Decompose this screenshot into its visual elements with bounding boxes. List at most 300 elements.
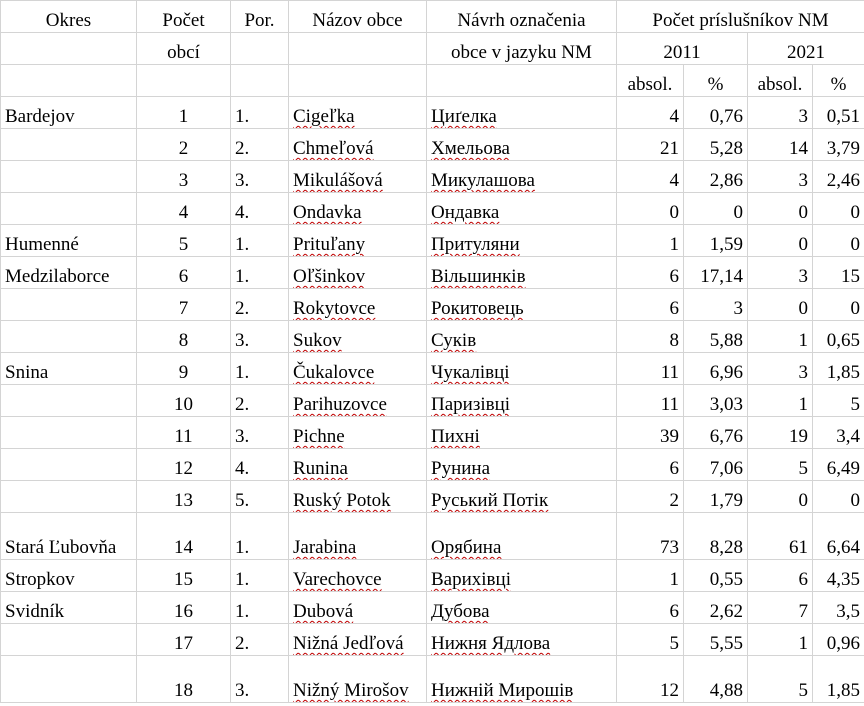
cell-pct-2021-text: 1,85 xyxy=(826,362,861,383)
cell-navrh-text: Притуляни xyxy=(431,234,520,255)
cell-absol-2021 xyxy=(748,385,813,417)
cell-pct-2011 xyxy=(684,97,748,129)
cell-okres xyxy=(1,417,137,449)
cell-pct-2021-text: 6,49 xyxy=(826,458,861,479)
cell-nazov xyxy=(289,161,427,193)
cell-nazov xyxy=(289,97,427,129)
cell-pocet-text: 18 xyxy=(174,680,193,701)
cell-navrh-text: Дубова xyxy=(431,601,490,622)
cell-navrh-text: Ондавка xyxy=(431,202,500,223)
cell-absol-2021-text: 1 xyxy=(798,633,808,654)
cell-por xyxy=(231,289,289,321)
cell-absol-2021 xyxy=(748,417,813,449)
header-por: Por. xyxy=(231,1,289,33)
cell-pct-2011-text: 3 xyxy=(733,298,743,319)
header-row-3 xyxy=(1,65,864,97)
cell-pct-2021 xyxy=(813,624,864,656)
cell-por xyxy=(231,449,289,481)
cell-nazov xyxy=(289,257,427,289)
cell-pct-2021-text: 3,4 xyxy=(836,426,861,447)
cell-por-text: 4. xyxy=(235,202,250,223)
header-cell xyxy=(231,65,289,97)
cell-absol-2011-text: 73 xyxy=(660,537,679,558)
table-row xyxy=(1,592,864,624)
cell-pct-2021-text: 6,64 xyxy=(826,537,861,558)
cell-navrh xyxy=(427,385,617,417)
cell-navrh xyxy=(427,481,617,513)
cell-nazov-text: Sukov xyxy=(293,330,342,351)
header-absol-2021: absol. xyxy=(748,65,813,97)
cell-pct-2011-text: 6,96 xyxy=(709,362,743,383)
cell-pct-2021 xyxy=(813,289,864,321)
cell-absol-2011-text: 8 xyxy=(669,330,679,351)
cell-por-text: 1. xyxy=(235,601,250,622)
cell-okres xyxy=(1,353,137,385)
cell-navrh-text: Микулашова xyxy=(431,170,535,191)
cell-pct-2021 xyxy=(813,560,864,592)
cell-absol-2011 xyxy=(617,97,684,129)
header-2021: 2021 xyxy=(748,33,864,65)
cell-pocet xyxy=(137,513,231,560)
cell-nazov-text: Cigeľka xyxy=(293,106,355,127)
cell-pct-2011 xyxy=(684,417,748,449)
cell-pocet-text: 14 xyxy=(174,537,193,558)
cell-nazov-text: Ondavka xyxy=(293,202,362,223)
cell-por xyxy=(231,257,289,289)
cell-absol-2021-text: 5 xyxy=(798,680,808,701)
cell-absol-2011 xyxy=(617,624,684,656)
cell-absol-2011 xyxy=(617,417,684,449)
cell-navrh xyxy=(427,353,617,385)
cell-navrh xyxy=(427,656,617,703)
cell-por-text: 2. xyxy=(235,633,250,654)
cell-pct-2021-text: 0,51 xyxy=(826,106,861,127)
cell-pocet-text: 10 xyxy=(174,394,193,415)
cell-navrh-text: Рокитовець xyxy=(431,298,524,319)
cell-navrh xyxy=(427,289,617,321)
header-row-2 xyxy=(1,33,864,65)
cell-navrh xyxy=(427,417,617,449)
cell-pct-2011 xyxy=(684,481,748,513)
cell-absol-2011-text: 4 xyxy=(669,170,679,191)
cell-navrh xyxy=(427,513,617,560)
cell-absol-2011-text: 1 xyxy=(669,234,679,255)
cell-absol-2021 xyxy=(748,513,813,560)
cell-pct-2011 xyxy=(684,656,748,703)
cell-navrh-text: Чукалівці xyxy=(431,362,510,383)
cell-navrh xyxy=(427,624,617,656)
cell-pct-2021 xyxy=(813,129,864,161)
cell-absol-2011-text: 12 xyxy=(660,680,679,701)
cell-navrh-text: Нижня Ядлова xyxy=(431,633,551,654)
cell-nazov-text: Ruský Potok xyxy=(293,490,391,511)
cell-nazov xyxy=(289,225,427,257)
cell-pct-2011 xyxy=(684,449,748,481)
cell-okres xyxy=(1,656,137,703)
cell-por xyxy=(231,97,289,129)
cell-absol-2011-text: 2 xyxy=(669,490,679,511)
cell-absol-2011-text: 0 xyxy=(669,202,679,223)
header-pct-2021: % xyxy=(813,65,864,97)
cell-navrh-text: Нижній Мирошів xyxy=(431,680,574,701)
cell-absol-2011-text: 11 xyxy=(660,394,679,415)
header-pocet: Počet xyxy=(137,1,231,33)
cell-pct-2021-text: 0 xyxy=(850,490,861,511)
cell-por xyxy=(231,481,289,513)
header-cell xyxy=(231,33,289,65)
cell-okres xyxy=(1,129,137,161)
cell-absol-2021-text: 3 xyxy=(798,106,808,127)
cell-pct-2011-text: 8,28 xyxy=(709,537,743,558)
cell-navrh-text: Паризівці xyxy=(431,394,511,415)
cell-pct-2011-text: 0,76 xyxy=(709,106,743,127)
cell-pct-2011-text: 5,88 xyxy=(709,330,743,351)
cell-absol-2021-text: 14 xyxy=(789,138,808,159)
cell-por xyxy=(231,321,289,353)
header-2011: 2011 xyxy=(617,33,748,65)
cell-absol-2011 xyxy=(617,321,684,353)
cell-por-text: 1. xyxy=(235,537,250,558)
cell-okres xyxy=(1,257,137,289)
cell-por-text: 1. xyxy=(235,569,250,590)
cell-absol-2011 xyxy=(617,592,684,624)
cell-absol-2021-text: 6 xyxy=(798,569,808,590)
cell-por xyxy=(231,592,289,624)
cell-nazov-text: Jarabina xyxy=(293,537,357,558)
table-row xyxy=(1,656,864,703)
cell-por-text: 3. xyxy=(235,426,250,447)
cell-absol-2011 xyxy=(617,385,684,417)
cell-pct-2011-text: 3,03 xyxy=(709,394,743,415)
cell-pct-2011 xyxy=(684,592,748,624)
cell-pct-2011 xyxy=(684,129,748,161)
cell-pocet xyxy=(137,656,231,703)
cell-okres-text: Snina xyxy=(5,362,49,383)
cell-absol-2021 xyxy=(748,97,813,129)
cell-okres xyxy=(1,560,137,592)
cell-navrh xyxy=(427,560,617,592)
cell-nazov xyxy=(289,513,427,560)
cell-okres-text: Svidník xyxy=(5,601,65,622)
cell-absol-2021 xyxy=(748,353,813,385)
header-cell xyxy=(1,33,137,65)
cell-pct-2011 xyxy=(684,385,748,417)
cell-nazov-text: Pichne xyxy=(293,426,345,447)
cell-nazov xyxy=(289,481,427,513)
cell-absol-2021 xyxy=(748,592,813,624)
header-okres: Okres xyxy=(1,1,137,33)
cell-pocet xyxy=(137,449,231,481)
cell-navrh-text: Варихівці xyxy=(431,569,511,590)
cell-pct-2011 xyxy=(684,353,748,385)
cell-absol-2011-text: 39 xyxy=(660,426,679,447)
cell-por-text: 1. xyxy=(235,234,250,255)
cell-pct-2011 xyxy=(684,289,748,321)
cell-pocet xyxy=(137,417,231,449)
cell-absol-2011-text: 6 xyxy=(669,266,679,287)
cell-pct-2021-text: 0 xyxy=(850,234,861,255)
cell-pocet-text: 2 xyxy=(178,138,189,159)
cell-nazov xyxy=(289,193,427,225)
cell-okres xyxy=(1,321,137,353)
cell-absol-2021-text: 0 xyxy=(798,490,808,511)
cell-pocet xyxy=(137,225,231,257)
cell-pocet xyxy=(137,481,231,513)
cell-pocet-text: 16 xyxy=(174,601,193,622)
cell-okres xyxy=(1,449,137,481)
cell-nazov-text: Prituľany xyxy=(293,234,366,255)
cell-okres-text: Humenné xyxy=(5,234,79,255)
cell-pct-2021-text: 15 xyxy=(841,266,861,287)
cell-absol-2011 xyxy=(617,225,684,257)
cell-pct-2021 xyxy=(813,385,864,417)
cell-navrh xyxy=(427,321,617,353)
cell-por xyxy=(231,385,289,417)
cell-pocet-text: 12 xyxy=(174,458,193,479)
header-row-1 xyxy=(1,1,864,33)
table-row xyxy=(1,161,864,193)
cell-por-text: 2. xyxy=(235,298,250,319)
cell-pct-2021 xyxy=(813,656,864,703)
cell-absol-2011-text: 1 xyxy=(669,569,679,590)
cell-absol-2021-text: 3 xyxy=(798,266,808,287)
cell-pct-2011 xyxy=(684,161,748,193)
cell-absol-2011 xyxy=(617,129,684,161)
cell-okres xyxy=(1,592,137,624)
cell-pocet-text: 6 xyxy=(178,266,189,287)
cell-pocet xyxy=(137,161,231,193)
cell-pct-2011 xyxy=(684,560,748,592)
cell-por xyxy=(231,225,289,257)
cell-nazov-text: Parihuzovce xyxy=(293,394,387,415)
cell-nazov-text: Chmeľová xyxy=(293,138,374,159)
cell-pct-2011-text: 2,86 xyxy=(709,170,743,191)
cell-pocet-text: 3 xyxy=(178,170,189,191)
cell-pct-2021 xyxy=(813,161,864,193)
cell-pct-2021 xyxy=(813,592,864,624)
cell-absol-2011 xyxy=(617,193,684,225)
header-cell xyxy=(289,33,427,65)
cell-nazov-text: Čukalovce xyxy=(293,362,375,383)
cell-pocet-text: 13 xyxy=(174,490,193,511)
cell-navrh xyxy=(427,449,617,481)
cell-pct-2011 xyxy=(684,193,748,225)
cell-absol-2011-text: 6 xyxy=(669,298,679,319)
cell-absol-2021 xyxy=(748,193,813,225)
cell-pct-2021 xyxy=(813,481,864,513)
cell-okres xyxy=(1,289,137,321)
cell-pocet xyxy=(137,353,231,385)
cell-absol-2011-text: 6 xyxy=(669,458,679,479)
cell-pct-2021 xyxy=(813,321,864,353)
cell-pct-2021 xyxy=(813,449,864,481)
cell-absol-2021 xyxy=(748,289,813,321)
cell-absol-2021 xyxy=(748,449,813,481)
cell-absol-2011 xyxy=(617,513,684,560)
cell-pct-2021-text: 0,96 xyxy=(826,633,861,654)
cell-absol-2011 xyxy=(617,161,684,193)
cell-pct-2011-text: 17,14 xyxy=(700,266,743,287)
cell-navrh-text: Пихні xyxy=(431,426,480,447)
table-row xyxy=(1,225,864,257)
cell-absol-2021-text: 61 xyxy=(789,537,808,558)
cell-pct-2021 xyxy=(813,513,864,560)
cell-navrh-text: Орябина xyxy=(431,537,502,558)
table-row xyxy=(1,513,864,560)
cell-pocet-text: 9 xyxy=(178,362,189,383)
cell-navrh-text: Вільшинків xyxy=(431,266,526,287)
cell-absol-2011-text: 6 xyxy=(669,601,679,622)
cell-okres-text: Stará Ľubovňa xyxy=(5,537,117,558)
cell-nazov xyxy=(289,417,427,449)
cell-absol-2021-text: 1 xyxy=(798,394,808,415)
cell-okres xyxy=(1,624,137,656)
table-row xyxy=(1,129,864,161)
cell-por xyxy=(231,560,289,592)
cell-nazov-text: Oľšinkov xyxy=(293,266,366,287)
cell-pct-2011-text: 5,55 xyxy=(709,633,743,654)
cell-absol-2021 xyxy=(748,257,813,289)
cell-absol-2011 xyxy=(617,257,684,289)
cell-nazov xyxy=(289,353,427,385)
cell-pct-2021-text: 1,85 xyxy=(826,680,861,701)
cell-nazov-text: Runina xyxy=(293,458,348,479)
cell-navrh xyxy=(427,257,617,289)
cell-absol-2011 xyxy=(617,353,684,385)
cell-navrh xyxy=(427,161,617,193)
cell-absol-2011 xyxy=(617,289,684,321)
cell-pocet xyxy=(137,289,231,321)
cell-absol-2011-text: 11 xyxy=(660,362,679,383)
cell-nazov xyxy=(289,289,427,321)
cell-absol-2021-text: 7 xyxy=(798,601,808,622)
cell-por xyxy=(231,193,289,225)
cell-absol-2021-text: 19 xyxy=(789,426,808,447)
cell-pct-2021-text: 0,65 xyxy=(826,330,861,351)
cell-absol-2021-text: 0 xyxy=(798,202,808,223)
cell-por-text: 5. xyxy=(235,490,250,511)
cell-okres xyxy=(1,225,137,257)
cell-por-text: 3. xyxy=(235,330,250,351)
table-row xyxy=(1,193,864,225)
cell-pct-2021-text: 5 xyxy=(850,394,861,415)
cell-pct-2021 xyxy=(813,193,864,225)
cell-por xyxy=(231,624,289,656)
cell-pct-2021 xyxy=(813,97,864,129)
header-cell xyxy=(137,65,231,97)
cell-nazov xyxy=(289,385,427,417)
cell-pct-2021-text: 0 xyxy=(850,202,861,223)
cell-pocet-text: 7 xyxy=(178,298,189,319)
cell-navrh-text: Руський Потік xyxy=(431,490,549,511)
cell-pct-2011-text: 4,88 xyxy=(709,680,743,701)
cell-nazov xyxy=(289,592,427,624)
cell-nazov-text: Dubová xyxy=(293,601,354,622)
cell-okres xyxy=(1,193,137,225)
cell-nazov-text: Varechovce xyxy=(293,569,382,590)
cell-absol-2021 xyxy=(748,321,813,353)
cell-nazov-text: Mikulášová xyxy=(293,170,383,191)
cell-pct-2021-text: 4,35 xyxy=(826,569,861,590)
cell-navrh-text: Рунина xyxy=(431,458,491,479)
cell-okres xyxy=(1,97,137,129)
cell-okres xyxy=(1,385,137,417)
cell-pocet xyxy=(137,257,231,289)
cell-pct-2021-text: 2,46 xyxy=(826,170,861,191)
cell-pct-2011-text: 0 xyxy=(733,202,743,223)
table-row xyxy=(1,289,864,321)
cell-pct-2011-text: 2,62 xyxy=(709,601,743,622)
cell-por xyxy=(231,513,289,560)
cell-por-text: 1. xyxy=(235,362,250,383)
cell-pocet-text: 4 xyxy=(178,202,189,223)
cell-absol-2021-text: 3 xyxy=(798,170,808,191)
cell-nazov xyxy=(289,129,427,161)
cell-nazov xyxy=(289,449,427,481)
cell-pocet xyxy=(137,592,231,624)
cell-pct-2021 xyxy=(813,417,864,449)
table-row xyxy=(1,321,864,353)
cell-absol-2021-text: 1 xyxy=(798,330,808,351)
cell-nazov xyxy=(289,624,427,656)
cell-pct-2021-text: 3,79 xyxy=(826,138,861,159)
table-row xyxy=(1,97,864,129)
cell-absol-2011-text: 4 xyxy=(669,106,679,127)
cell-pct-2011 xyxy=(684,225,748,257)
cell-nazov-text: Nižný Mirošov xyxy=(293,680,409,701)
header-jazyk: obce v jazyku NM xyxy=(427,33,617,65)
header-cell xyxy=(1,65,137,97)
cell-absol-2011 xyxy=(617,481,684,513)
cell-navrh xyxy=(427,592,617,624)
cell-pct-2011-text: 1,79 xyxy=(709,490,743,511)
header-cell xyxy=(427,65,617,97)
header-navrh: Návrh označenia xyxy=(427,1,617,33)
cell-pct-2021 xyxy=(813,353,864,385)
cell-absol-2021 xyxy=(748,656,813,703)
header-absol-2011: absol. xyxy=(617,65,684,97)
cell-por xyxy=(231,353,289,385)
cell-pocet xyxy=(137,560,231,592)
header-nazov: Názov obce xyxy=(289,1,427,33)
cell-absol-2011 xyxy=(617,449,684,481)
cell-pocet-text: 8 xyxy=(178,330,189,351)
cell-pct-2011 xyxy=(684,257,748,289)
cell-pct-2011-text: 0,55 xyxy=(709,569,743,590)
cell-absol-2021 xyxy=(748,161,813,193)
cell-pocet-text: 5 xyxy=(178,234,189,255)
cell-por-text: 1. xyxy=(235,106,250,127)
cell-absol-2011-text: 21 xyxy=(660,138,679,159)
header-pct-2011: % xyxy=(684,65,748,97)
cell-pocet-text: 11 xyxy=(174,426,193,447)
cell-absol-2011-text: 5 xyxy=(669,633,679,654)
cell-por-text: 3. xyxy=(235,170,250,191)
cell-nazov xyxy=(289,656,427,703)
cell-por-text: 3. xyxy=(235,680,250,701)
cell-okres xyxy=(1,513,137,560)
cell-navrh xyxy=(427,193,617,225)
cell-okres xyxy=(1,481,137,513)
cell-absol-2021-text: 3 xyxy=(798,362,808,383)
table-row xyxy=(1,353,864,385)
cell-absol-2021-text: 0 xyxy=(798,298,808,319)
table-row xyxy=(1,624,864,656)
cell-pct-2021-text: 3,5 xyxy=(836,601,861,622)
cell-absol-2021 xyxy=(748,624,813,656)
cell-pocet-text: 1 xyxy=(178,106,189,127)
cell-por xyxy=(231,129,289,161)
